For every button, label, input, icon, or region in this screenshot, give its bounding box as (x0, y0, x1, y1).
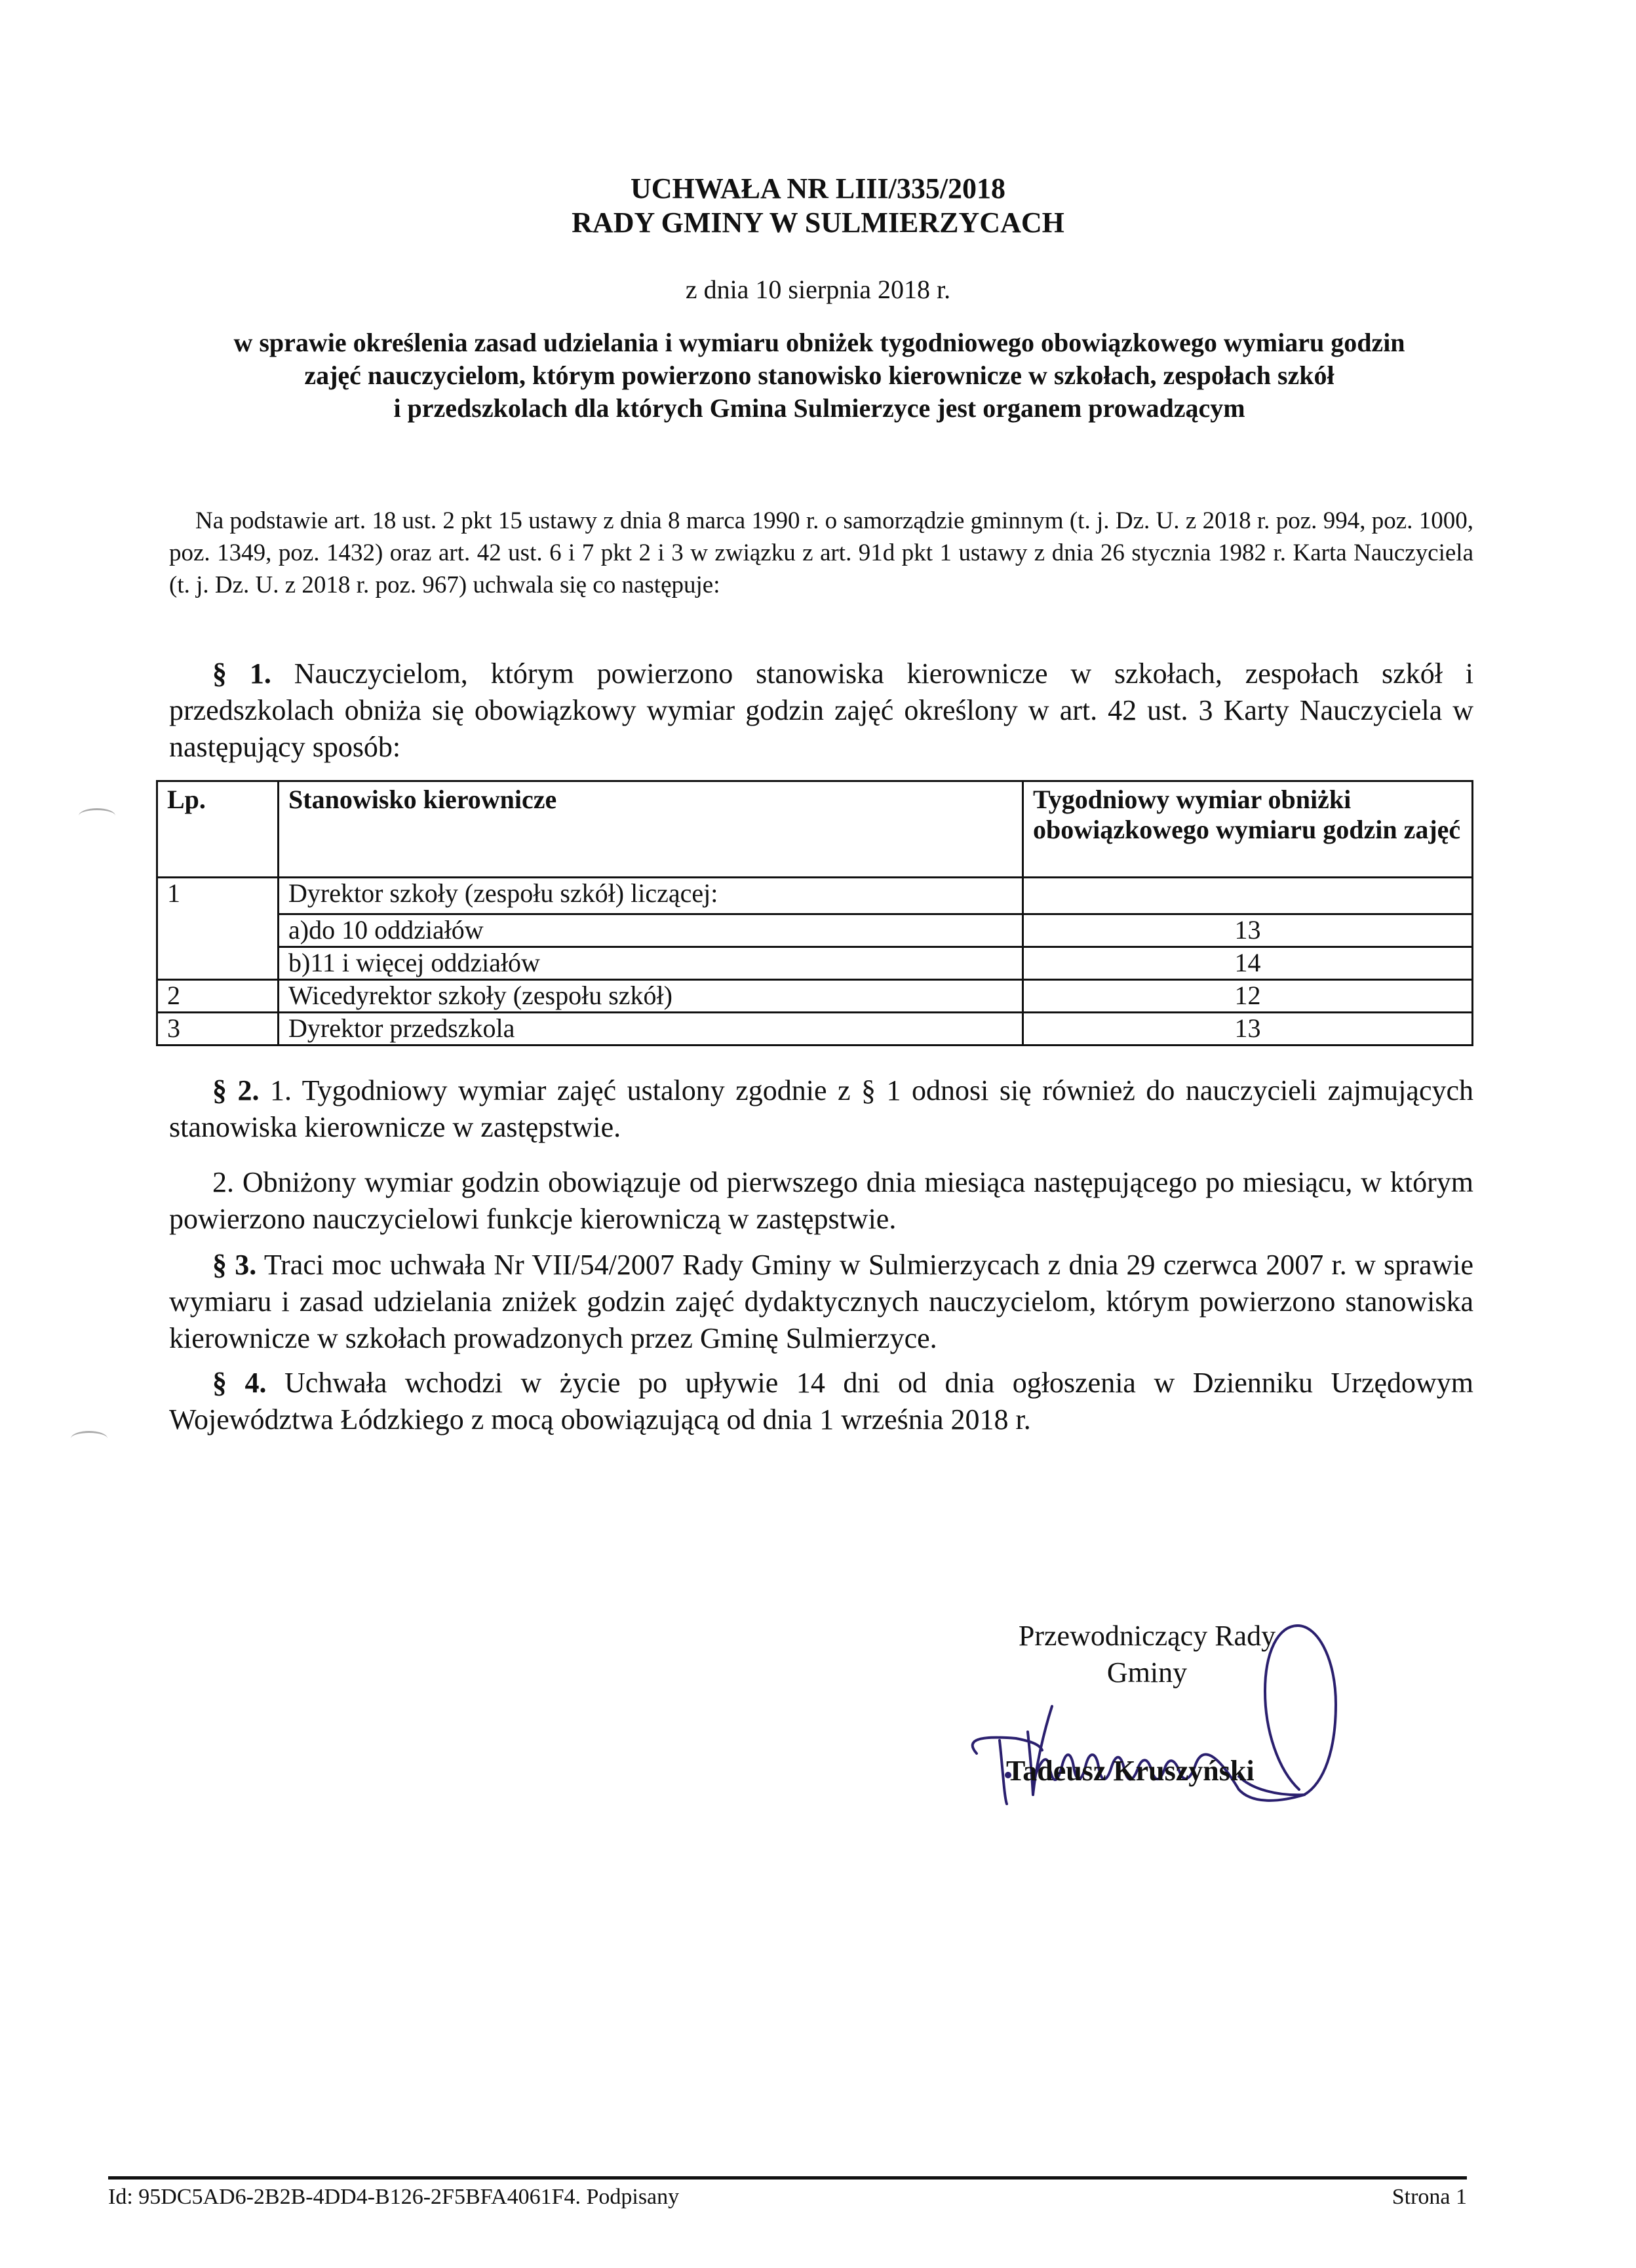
cell-lp: 3 (157, 1013, 279, 1046)
page-number: Strona 1 (1392, 2185, 1467, 2209)
table-row (157, 1013, 1473, 1046)
cell-lp: 2 (157, 980, 279, 1013)
section-4-label: § 4. (212, 1367, 267, 1399)
cell-hours: 13 (1023, 914, 1473, 947)
resolution-date: z dnia 10 sierpnia 2018 r. (685, 275, 951, 304)
cell-hours: 14 (1023, 947, 1473, 980)
section-1 (169, 655, 1473, 766)
resolution-subject (164, 326, 1475, 425)
table-row (157, 914, 1473, 947)
table-row (157, 947, 1473, 980)
margin-mark (71, 1431, 107, 1446)
signatory-role-line: Przewodniczący Rady (1018, 1620, 1276, 1652)
reduction-table (156, 780, 1473, 1046)
section-2-label: § 2. (212, 1074, 260, 1106)
margin-mark (79, 808, 115, 823)
table-row (157, 980, 1473, 1013)
cell-hours: 13 (1023, 1013, 1473, 1046)
cell-lp (157, 947, 279, 980)
section-2-p2-text: 2. Obniżony wymiar godzin obowiązuje od pierwszego dnia miesiąca następującego po miesiącu, w którym powierzono nauczycielowi funkcje kierowniczą w zastępstwie. (169, 1166, 1473, 1235)
section-1-label: § 1. (212, 657, 271, 690)
cell-lp: 1 (157, 878, 279, 914)
signatory-role-line: Gminy (1106, 1656, 1188, 1689)
subject-line: zajęć nauczycielom, którym powierzono stanowisko kierownicze w szkołach, zespołach szkół (304, 361, 1334, 390)
section-2-point-2 (169, 1164, 1473, 1238)
legal-basis-paragraph (169, 505, 1473, 601)
section-2-point-1 (169, 1072, 1473, 1146)
column-header-lp: Lp. (157, 781, 279, 878)
resolution-number: UCHWAŁA NR LIII/335/2018 (630, 172, 1006, 205)
resolution-title (0, 172, 1636, 240)
cell-position: Dyrektor szkoły (zespołu szkół) liczącej: (279, 878, 1023, 914)
cell-position: a)do 10 oddziałów (279, 914, 1023, 947)
section-4-text: Uchwała wchodzi w życie po upływie 14 dni od dnia ogłoszenia w Dzienniku Urzędowym Województwa Łódzkiego z mocą obowiązującą od dnia 1 września 2018 r. (169, 1367, 1474, 1436)
section-2-p1-text: 1. Tygodniowy wymiar zajęć ustalony zgodnie z § 1 odnosi się również do nauczycieli zajmujących stanowiska kierownicze w zastępstwie. (169, 1074, 1473, 1143)
cell-position: Wicedyrektor szkoły (zespołu szkół) (279, 980, 1023, 1013)
column-header-hours: Tygodniowy wymiar obniżki obowiązkowego wymiaru godzin zajęć (1023, 781, 1473, 878)
subject-line: i przedszkolach dla których Gmina Sulmierzyce jest organem prowadzącym (393, 393, 1245, 423)
section-3-text: Traci moc uchwała Nr VII/54/2007 Rady Gminy w Sulmierzycach z dnia 29 czerwca 2007 r. w sprawie wymiaru i zasad udzielania zniżek godzin zajęć dydaktycznych nauczycielom, którym powierzono stanowiska kierownicze w szkołach prowadzonych przez Gminę Sulmierzyce. (169, 1249, 1473, 1354)
section-3 (169, 1247, 1473, 1357)
section-1-text: Nauczycielom, którym powierzono stanowiska kierownicze w szkołach, zespołach szkół i przedszkolach obniża się obowiązkowy wymiar godzin zajęć określony w art. 42 ust. 3 Karty Nauczyciela w następujący sposób: (169, 657, 1473, 763)
cell-lp (157, 914, 279, 947)
section-4 (169, 1365, 1473, 1438)
cell-hours: 12 (1023, 980, 1473, 1013)
document-id: Id: 95DC5AD6-2B2B-4DD4-B126-2F5BFA4061F4. Podpisany (108, 2185, 680, 2209)
table-header-row (157, 781, 1473, 878)
section-3-label: § 3. (212, 1249, 257, 1281)
legal-basis-text: Na podstawie art. 18 ust. 2 pkt 15 ustawy z dnia 8 marca 1990 r. o samorządzie gminnym (t. j. Dz. U. z 2018 r. poz. 994, poz. 1000, poz. 1349, poz. 1432) oraz art. 42 ust. 6 i 7 pkt 2 i 3 w związku z art. 91d pkt 1 ustawy z dnia 26 stycznia 1982 r. Karta Nauczyciela (t. j. Dz. U. z 2018 r. poz. 967) uchwala się co następuje: (169, 507, 1473, 598)
subject-line: w sprawie określenia zasad udzielania i wymiaru obniżek tygodniowego obowiązkowego wymiaru godzin (233, 328, 1405, 357)
signatory-name: Tadeusz Kruszyński (1006, 1755, 1255, 1787)
cell-position: b)11 i więcej oddziałów (279, 947, 1023, 980)
table-row (157, 878, 1473, 914)
council-name: RADY GMINY W SULMIERZYCACH (572, 206, 1064, 239)
footer-divider (108, 2176, 1467, 2180)
cell-hours (1023, 878, 1473, 914)
cell-position: Dyrektor przedszkola (279, 1013, 1023, 1046)
column-header-position: Stanowisko kierownicze (279, 781, 1023, 878)
